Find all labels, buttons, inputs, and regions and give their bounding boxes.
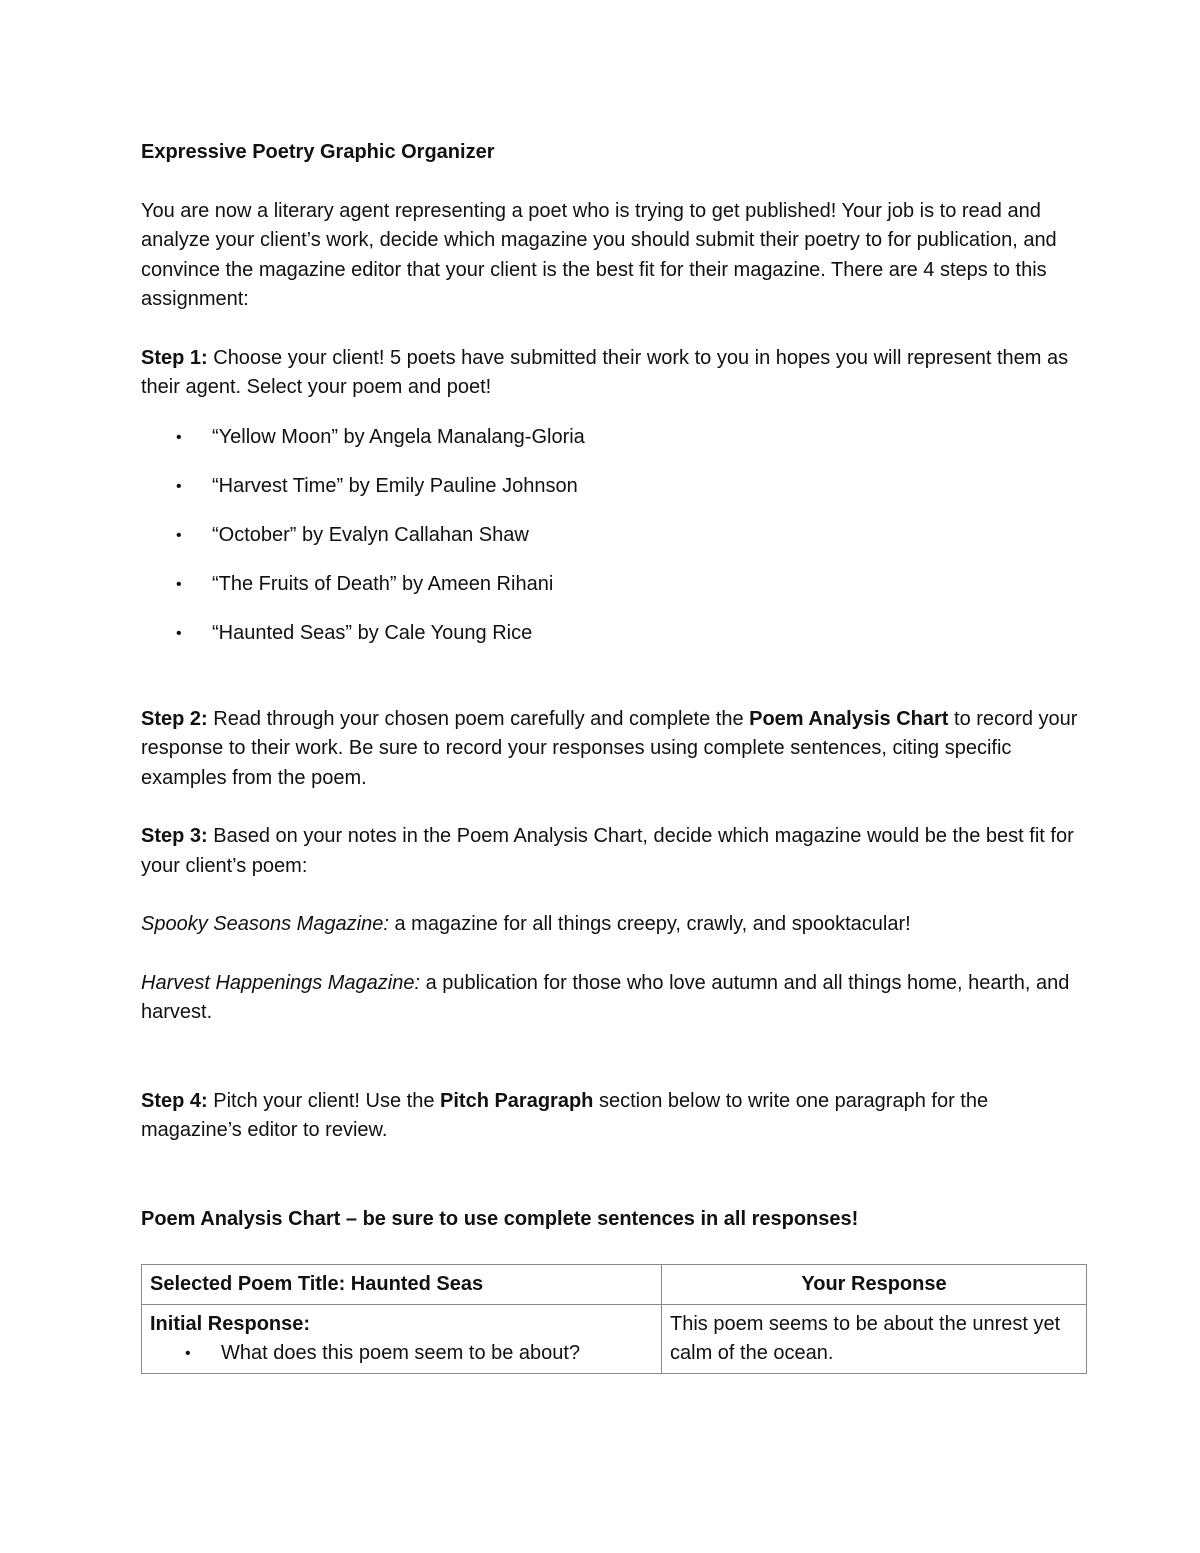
chart-heading: Poem Analysis Chart – be sure to use complete sentences in all responses! [141,1207,859,1230]
bullet-icon: • [176,526,182,544]
bullet-icon: • [176,428,182,446]
response-text: This poem seems to be about the unrest yet calm of the ocean. [670,1312,1061,1364]
poem-list [141,423,1091,668]
bullet-icon: • [176,624,182,642]
header-selected-poem: Selected Poem Title: Haunted Seas [142,1265,662,1305]
step-2-paragraph [141,705,1091,794]
intro-paragraph: You are now a literary agent representing a poet who is trying to get published! Your job is to read and analyze your client’s work, decide which magazine you should submit their poetry to for publication, and convince the magazine editor that your client is the best fit for their magazine. There are 4 steps to this assignment: [141,199,1057,310]
table-header-row [142,1265,1087,1305]
magazine-name: Harvest Happenings Magazine: [141,971,421,994]
step-2-text-after: to record your response to their work. Be sure to record your responses using complete sentences, citing specific examples from the poem. [141,707,1078,789]
header-your-response: Your Response [662,1265,1087,1305]
table-row [142,1304,1087,1373]
response-cell[interactable] [662,1304,1087,1373]
list-item [150,1339,653,1369]
poem-option: “October” by Evalyn Callahan Shaw [212,523,529,546]
document-body [141,138,1091,1234]
step-1-text: Choose your client! 5 poets have submitted their work to you in hopes you will represent them as their agent. Select your poem and poet! [141,346,1069,398]
list-item [141,423,1091,472]
step-1-label: Step 1: [141,346,208,369]
step-4-paragraph [141,1087,1091,1146]
step-4-text-before: Pitch your client! Use the [207,1089,441,1112]
magazine-option-harvest [141,969,1091,1028]
step-4-bold-term: Pitch Paragraph [440,1089,594,1112]
prompt-list [150,1339,653,1369]
poem-option: “Yellow Moon” by Angela Manalang-Gloria [212,425,585,448]
list-item [141,570,1091,619]
document-title: Expressive Poetry Graphic Organizer [141,141,495,163]
prompt-cell [142,1304,662,1373]
magazine-description: a publication for those who love autumn and all things home, hearth, and harvest. [141,971,1070,1023]
bullet-icon: • [176,477,182,495]
list-item [141,619,1091,668]
row-prompt: What does this poem seem to be about? [221,1342,581,1364]
list-item [141,472,1091,521]
bullet-icon: • [176,575,182,593]
list-item [141,521,1091,570]
step-4-label: Step 4: [141,1089,208,1112]
step-2-bold-term: Poem Analysis Chart [749,707,949,730]
step-3-text: Based on your notes in the Poem Analysis Chart, decide which magazine would be the best fit for your client’s poem: [141,825,1074,877]
bullet-icon: • [185,1345,191,1362]
step-4-text-after: section below to write one paragraph for the magazine’s editor to review. [141,1089,989,1141]
magazine-description: a magazine for all things creepy, crawly, and spooktacular! [388,913,911,935]
row-label: Initial Response: [150,1312,311,1335]
step-2-label: Step 2: [141,707,208,730]
step-1-paragraph [141,344,1091,403]
step-2-text-before: Read through your chosen poem carefully and complete the [207,707,750,730]
step-3-label: Step 3: [141,825,208,847]
poem-option: “Harvest Time” by Emily Pauline Johnson [212,474,578,497]
poem-option: “Haunted Seas” by Cale Young Rice [212,621,533,644]
poem-option: “The Fruits of Death” by Ameen Rihani [212,572,554,595]
step-3-paragraph [141,822,1091,881]
magazine-name: Spooky Seasons Magazine: [141,913,389,935]
magazine-option-spooky [141,910,1091,940]
poem-analysis-table [141,1264,1087,1374]
